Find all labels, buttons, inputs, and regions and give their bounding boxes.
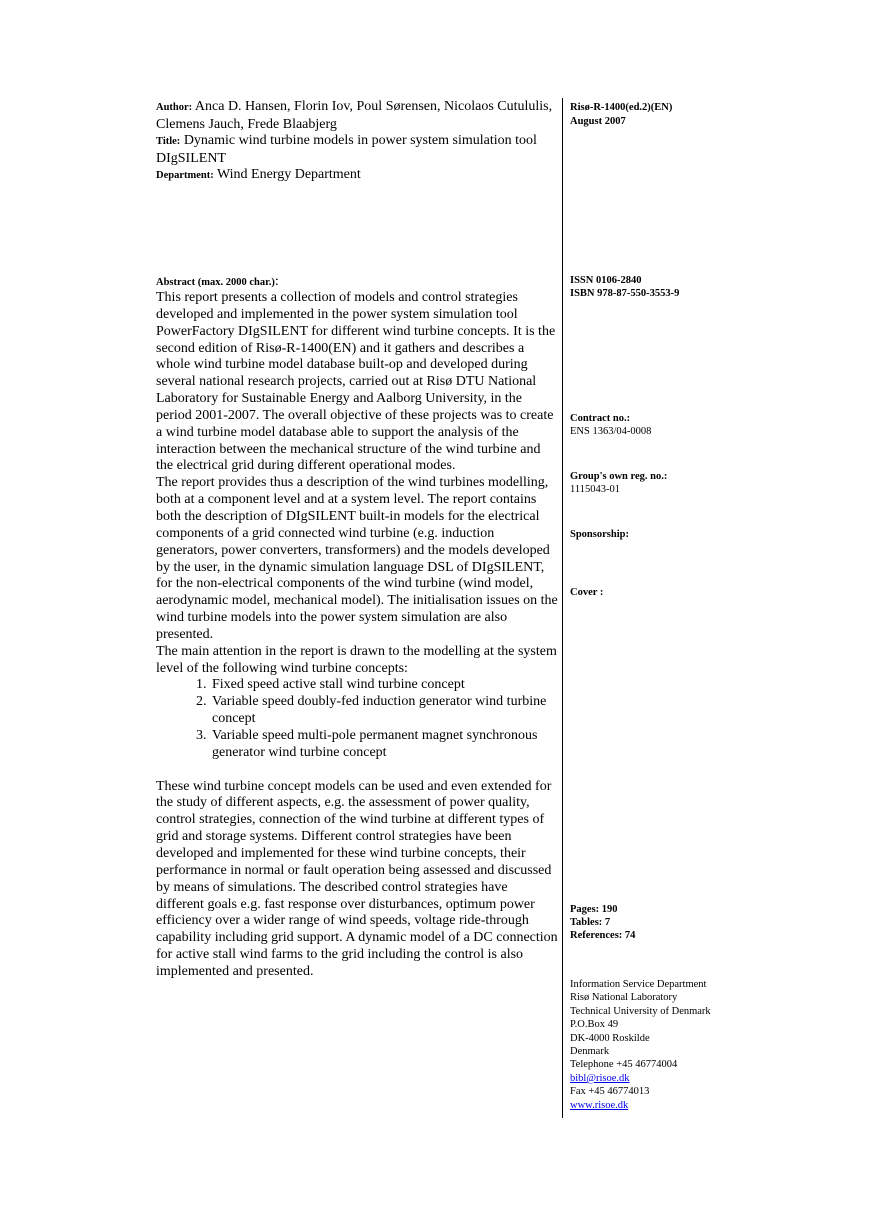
address-line: Technical University of Denmark xyxy=(570,1006,711,1017)
isbn: ISBN 978-87-550-3553-9 xyxy=(570,288,680,299)
email-link[interactable]: bibl@risoe.dk xyxy=(570,1073,630,1084)
cover-label: Cover : xyxy=(570,587,604,598)
title-block xyxy=(156,133,558,167)
telephone: Telephone +45 46774004 xyxy=(570,1059,678,1070)
contract-label: Contract no.: xyxy=(570,413,631,424)
title-value: Dynamic wind turbine models in power system simulation tool DIgSILENT xyxy=(156,133,537,166)
issn: ISSN 0106-2840 xyxy=(570,275,642,286)
sponsorship-label: Sponsorship: xyxy=(570,529,629,540)
fax: Fax +45 46774013 xyxy=(570,1086,650,1097)
paragraph-gap xyxy=(156,762,558,779)
tables-count: Tables: 7 xyxy=(570,917,611,928)
author-label: Author: xyxy=(156,102,193,113)
list-item: 1. Fixed speed active stall wind turbine concept xyxy=(210,677,558,694)
column-divider xyxy=(562,98,563,1118)
group-reg-value: 1115043-01 xyxy=(570,484,620,495)
abstract-body xyxy=(156,290,558,981)
address-line: Risø National Laboratory xyxy=(570,992,678,1003)
department-label: Department: xyxy=(156,170,214,181)
title-label: Title: xyxy=(156,136,181,147)
address-line: Information Service Department xyxy=(570,979,707,990)
abstract-paragraph-1: This report presents a collection of models and control strategies developed and implemented in the power system simulation tool PowerFactory DIgSILENT for different wind turbine concepts. It is the second edition of Risø-R-1400(EN) and it gathers and describes a whole wind turbine model database built-op and developed during several national research projects, carried out at Risø DTU National Laboratory for Sustainable Energy and Aalborg University, in the period 2001-2007. The overall objective of these projects was to create a wind turbine model database able to support the analysis of the interaction between the mechanical structure of the wind turbine and the electrical grid during different operational modes. xyxy=(156,290,556,474)
contract-value: ENS 1363/04-0008 xyxy=(570,426,652,437)
abstract-paragraph-3: The main attention in the report is drawn to the modelling at the system level of the following wind turbine concepts: xyxy=(156,643,557,676)
report-date: August 2007 xyxy=(570,116,626,127)
abstract-colon: : xyxy=(274,274,279,289)
department-value: Wind Energy Department xyxy=(216,167,361,182)
website-link[interactable]: www.risoe.dk xyxy=(570,1100,629,1111)
list-item: 3. Variable speed multi-pole permanent magnet synchronous generator wind turbine concept xyxy=(210,728,558,762)
abstract-label: Abstract (max. 2000 char.) xyxy=(156,277,275,288)
report-number: Risø-R-1400(ed.2)(EN) xyxy=(570,102,673,113)
pages-count: Pages: 190 xyxy=(570,904,618,915)
list-item: 2. Variable speed doubly-fed induction generator wind turbine concept xyxy=(210,694,558,728)
address-line: Denmark xyxy=(570,1046,610,1057)
author-value: Anca D. Hansen, Florin Iov, Poul Sørensen, Nicolaos Cutululis, Clemens Jauch, Frede Blaabjerg xyxy=(156,99,553,132)
abstract-paragraph-2: The report provides thus a description of the wind turbines modelling, both at a component level and at a system level. The report contains both the description of DIgSILENT built-in models for the electrical components of a grid connected wind turbine (e.g. induction generators, power converters, transformers) and the models developed by the user, in the dynamic simulation language DSL of DIgSILENT, for the non-electrical components of the wind turbine (wind model, aerodynamic model, mechanical model). The initialisation issues on the wind turbine models into the power system simulation are also presented. xyxy=(156,475,558,642)
department-block xyxy=(156,167,558,185)
references-count: References: 74 xyxy=(570,930,636,941)
report-metadata xyxy=(156,99,558,185)
author-block xyxy=(156,99,558,133)
concept-list xyxy=(156,677,558,761)
abstract-paragraph-4: These wind turbine concept models can be used and even extended for the study of different aspects, e.g. the assessment of power quality, control strategies, connection of the wind turbine at different types of grid and storage systems. Different control strategies have been developed and implemented for these wind turbine concepts, their performance in normal or fault operation being assessed and discussed by means of simulations. The described control strategies have different goals e.g. fast response over disturbances, optimum power efficiency over a wider range of wind speeds, voltage ride-through capability including grid support. A dynamic model of a DC connection for active stall wind farms to the grid including the control is also implemented and presented. xyxy=(156,778,558,979)
address-line: P.O.Box 49 xyxy=(570,1019,619,1030)
address-line: DK-4000 Roskilde xyxy=(570,1033,650,1044)
group-reg-label: Group's own reg. no.: xyxy=(570,471,668,482)
